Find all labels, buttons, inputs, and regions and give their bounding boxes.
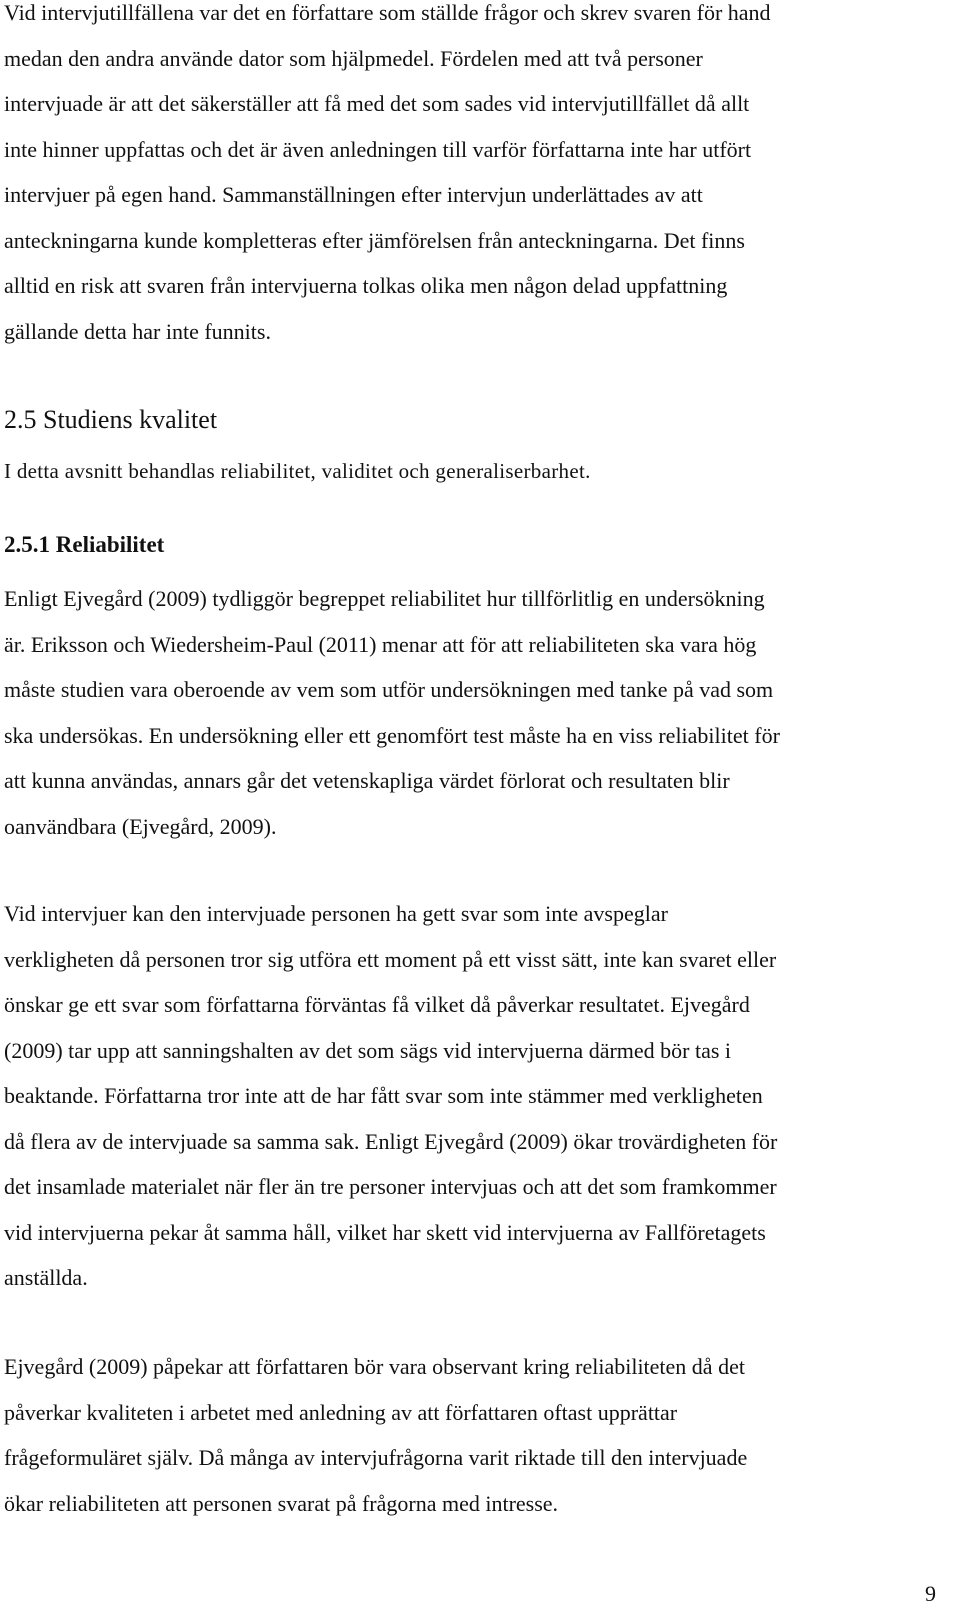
text-line: att kunna användas, annars går det vetenskapliga värdet förlorat och resultaten blir — [4, 768, 730, 793]
text-line: anteckningarna kunde kompletteras efter jämförelsen från anteckningarna. Det finns — [4, 227, 745, 253]
text-line: beaktande. Författarna tror inte att de har fått svar som inte stämmer med verkligheten — [4, 1083, 763, 1108]
text-line: gällande detta har inte funnits. — [4, 318, 271, 344]
text-line: Enligt Ejvegård (2009) tydliggör begreppet reliabilitet hur tillförlitlig en undersökning — [4, 586, 765, 611]
section-heading: 2.5 Studiens kvalitet — [4, 405, 218, 434]
text-line: ökar reliabiliteten att personen svarat på frågorna med intresse. — [4, 1490, 559, 1516]
text-line: (2009) tar upp att sanningshalten av det som sägs vid intervjuerna därmed bör tas i — [4, 1037, 732, 1063]
text-line: ska undersökas. En undersökning eller ett genomfört test måste ha en viss reliabilitet för — [4, 722, 780, 748]
text-line: Vid intervjuer kan den intervjuade personen ha gett svar som inte avspeglar — [4, 901, 668, 926]
section-intro: I detta avsnitt behandlas reliabilitet, validitet och generaliserbarhet. — [4, 459, 591, 483]
text-line: önskar ge ett svar som författarna förväntas få vilket då påverkar resultatet. Ejvegård — [4, 992, 750, 1017]
text-line: vid intervjuerna pekar åt samma håll, vilket har skett vid intervjuerna av Fallföretagets — [4, 1219, 766, 1245]
text-line: är. Eriksson och Wiedersheim-Paul (2011) menar att för att reliabiliteten ska vara hög — [4, 631, 757, 657]
paragraph-author-reliability — [4, 1344, 938, 1526]
page-number: 9 — [925, 1581, 936, 1606]
text-line: inte hinner uppfattas och det är även anledningen till varför författarna inte har utfört — [4, 136, 752, 162]
text-line: det insamlade materialet när fler än tre personer intervjuas och att det som framkommer — [4, 1174, 777, 1199]
text-line: alltid en risk att svaren från intervjuerna tolkas olika men någon delad uppfattning — [4, 273, 728, 298]
text-line: anställda. — [4, 1265, 88, 1290]
text-line: Vid intervjutillfällena var det en författare som ställde frågor och skrev svaren för hand — [4, 0, 771, 25]
text-line: intervjuade är att det säkerställer att få med det som sades vid intervjutillfället då allt — [4, 91, 750, 116]
text-line: medan den andra använde dator som hjälpmedel. Fördelen med att två personer — [4, 45, 703, 71]
text-line: frågeformuläret själv. Då många av intervjufrågorna varit riktade till den intervjuade — [4, 1445, 748, 1470]
text-line: Ejvegård (2009) påpekar att författaren bör vara observant kring reliabiliteten då det — [4, 1354, 745, 1379]
paragraph-interview-method — [4, 0, 938, 354]
text-line: måste studien vara oberoende av vem som utför undersökningen med tanke på vad som — [4, 677, 774, 702]
text-line: påverkar kvaliteten i arbetet med anledning av att författaren oftast upprättar — [4, 1399, 678, 1425]
paragraph-interviews — [4, 891, 938, 1301]
subsection-heading: 2.5.1 Reliabilitet — [4, 532, 165, 557]
text-line: då flera av de intervjuade sa samma sak. Enligt Ejvegård (2009) ökar trovärdigheten för — [4, 1128, 778, 1154]
paragraph-reliability — [4, 576, 938, 849]
text-line: oanvändbara (Ejvegård, 2009). — [4, 813, 277, 839]
text-line: intervjuer på egen hand. Sammanställningen efter intervjun underlättades av att — [4, 182, 703, 207]
text-line: verkligheten då personen tror sig utföra ett moment på ett visst sätt, inte kan svaret eller — [4, 946, 777, 972]
